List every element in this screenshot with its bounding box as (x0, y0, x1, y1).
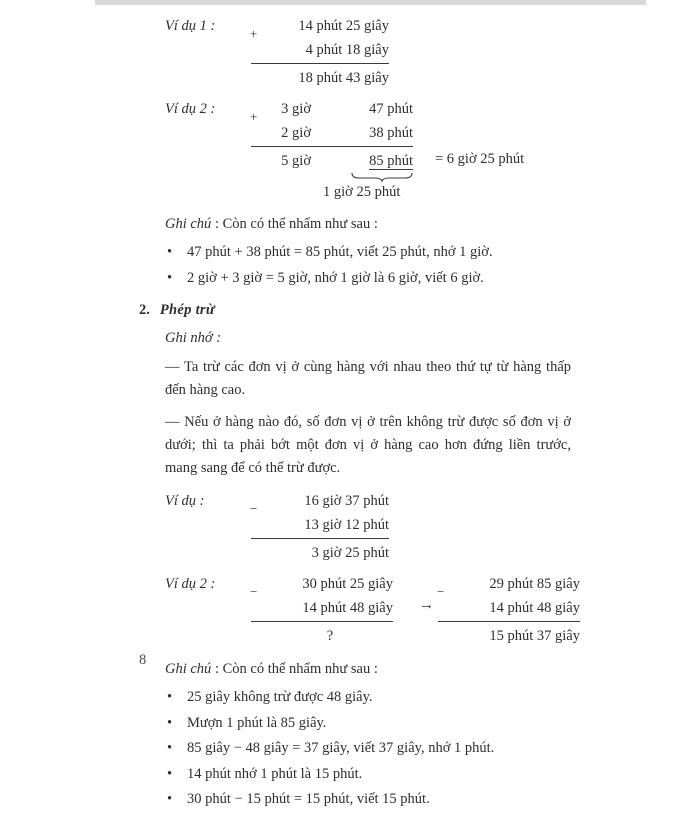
example-label: Ví dụ : (165, 493, 205, 509)
arrow-icon: → (419, 597, 434, 613)
unknown-result: ? (326, 628, 334, 644)
subtrahend: 14 phút 48 giây (251, 596, 393, 622)
plus-operator: + (250, 109, 258, 124)
list-item-text: 47 phút + 38 phút = 85 phút, viết 25 phút, nhớ 1 giờ. (187, 244, 493, 260)
hours-cell: 5 giờ (281, 153, 311, 169)
bullet-icon: • (167, 269, 173, 286)
rule-paragraph: — Ta trừ các đơn vị ở cùng hàng với nhau theo thứ tự từ hàng thấp đến hàng cao. (165, 359, 571, 398)
addition-example-1 (165, 14, 571, 90)
minutes-cell (337, 149, 413, 173)
page-content (139, 14, 580, 813)
sum-row (267, 147, 525, 173)
left-column (250, 572, 393, 648)
list-item (165, 711, 571, 737)
addend-2 (251, 121, 413, 147)
underbrace (351, 173, 413, 181)
note-text: : Còn có thể nhẩm như sau : (214, 216, 378, 232)
sum-result: 18 phút 43 giây (298, 70, 389, 86)
subtrahend: 13 giờ 12 phút (251, 513, 389, 539)
list-item-text: 25 giây không trừ được 48 giây. (187, 689, 373, 705)
difference-result: 15 phút 37 giây (489, 628, 580, 644)
section-number: 2. (139, 302, 150, 318)
bullet-icon: • (167, 244, 173, 260)
minuend: 16 giờ 37 phút (304, 493, 389, 509)
plus-operator: + (250, 26, 258, 41)
list-item (165, 685, 571, 711)
bullet-icon: • (167, 765, 173, 782)
addition-example-2 (165, 97, 571, 203)
underbrace-icon (351, 173, 413, 181)
rule-paragraph: — Nếu ở hàng nào đó, số đơn vị ở trên không trừ được số đơn vị ở dưới; thì ta phải bớt một đơn vị ở hàng cao hơn đứng liền trước, mang sang để có thể trừ được. (165, 414, 571, 476)
section-heading (139, 298, 571, 322)
section-title: Phép trừ (159, 302, 215, 318)
example-label: Ví dụ 2 : (165, 101, 216, 117)
subtraction-example-2 (165, 572, 580, 648)
page-number: 8 (139, 652, 147, 668)
bullet-icon: • (167, 740, 173, 756)
example-label: Ví dụ 1 : (165, 18, 216, 34)
scan-edge-bar (95, 0, 646, 5)
bullet-icon: • (167, 714, 173, 731)
list-item-text: 14 phút nhớ 1 phút là 15 phút. (187, 765, 363, 782)
carry-conversion: 1 giờ 25 phút (323, 184, 401, 200)
difference-result: 3 giờ 25 phút (311, 545, 389, 561)
addition-note (165, 212, 571, 236)
list-item (165, 240, 571, 266)
note-text: : Còn có thể nhẩm như sau : (214, 661, 378, 677)
bullet-icon: • (167, 791, 173, 807)
list-item (165, 736, 571, 762)
subtraction-example-1-column (250, 489, 389, 565)
list-item-text: 30 phút − 15 phút = 15 phút, viết 15 phút. (187, 791, 430, 807)
subtraction-note-list (165, 685, 571, 813)
example-label: Ví dụ 2 : (165, 576, 216, 592)
remember-label: Ghi nhớ : (165, 330, 222, 346)
minus-operator: − (437, 584, 445, 599)
list-item-text: 85 giây − 48 giây = 37 giây, viết 37 giây, nhớ 1 phút. (187, 740, 495, 756)
right-column (437, 572, 580, 648)
converted-result: = 6 giờ 25 phút (435, 151, 525, 167)
list-item-text: Mượn 1 phút là 85 giây. (187, 714, 327, 731)
addend-1: 14 phút 25 giây (298, 18, 389, 34)
note-label: Ghi chú (165, 661, 212, 677)
addition-example-1-column (250, 14, 389, 90)
subtrahend: 14 phút 48 giây (438, 596, 580, 622)
note-label: Ghi chú (165, 216, 212, 232)
borrowed-minuend: 29 phút 85 giây (489, 576, 580, 592)
list-item (165, 266, 571, 292)
minutes-cell: 47 phút (369, 101, 413, 117)
addition-note-list (165, 240, 571, 291)
bullet-icon: • (167, 689, 173, 705)
addend-2: 4 phút 18 giây (251, 38, 389, 64)
hours-cell: 3 giờ (281, 101, 311, 117)
minutes-cell: 38 phút (369, 125, 413, 141)
addition-example-2-column (250, 97, 525, 203)
subtraction-note (165, 657, 571, 681)
list-item (165, 787, 571, 813)
list-item (165, 762, 571, 788)
subtraction-example-2-columns (250, 572, 580, 648)
minuend: 30 phút 25 giây (302, 576, 393, 592)
addend-1 (267, 97, 413, 121)
list-item-text: 2 giờ + 3 giờ = 5 giờ, nhớ 1 giờ là 6 giờ, viết 6 giờ. (187, 269, 484, 286)
underlined-minutes: 85 phút (369, 153, 413, 169)
minus-operator: − (250, 584, 258, 599)
minus-operator: − (250, 501, 258, 516)
subtraction-example-1 (165, 489, 571, 565)
hours-cell: 2 giờ (281, 125, 311, 141)
